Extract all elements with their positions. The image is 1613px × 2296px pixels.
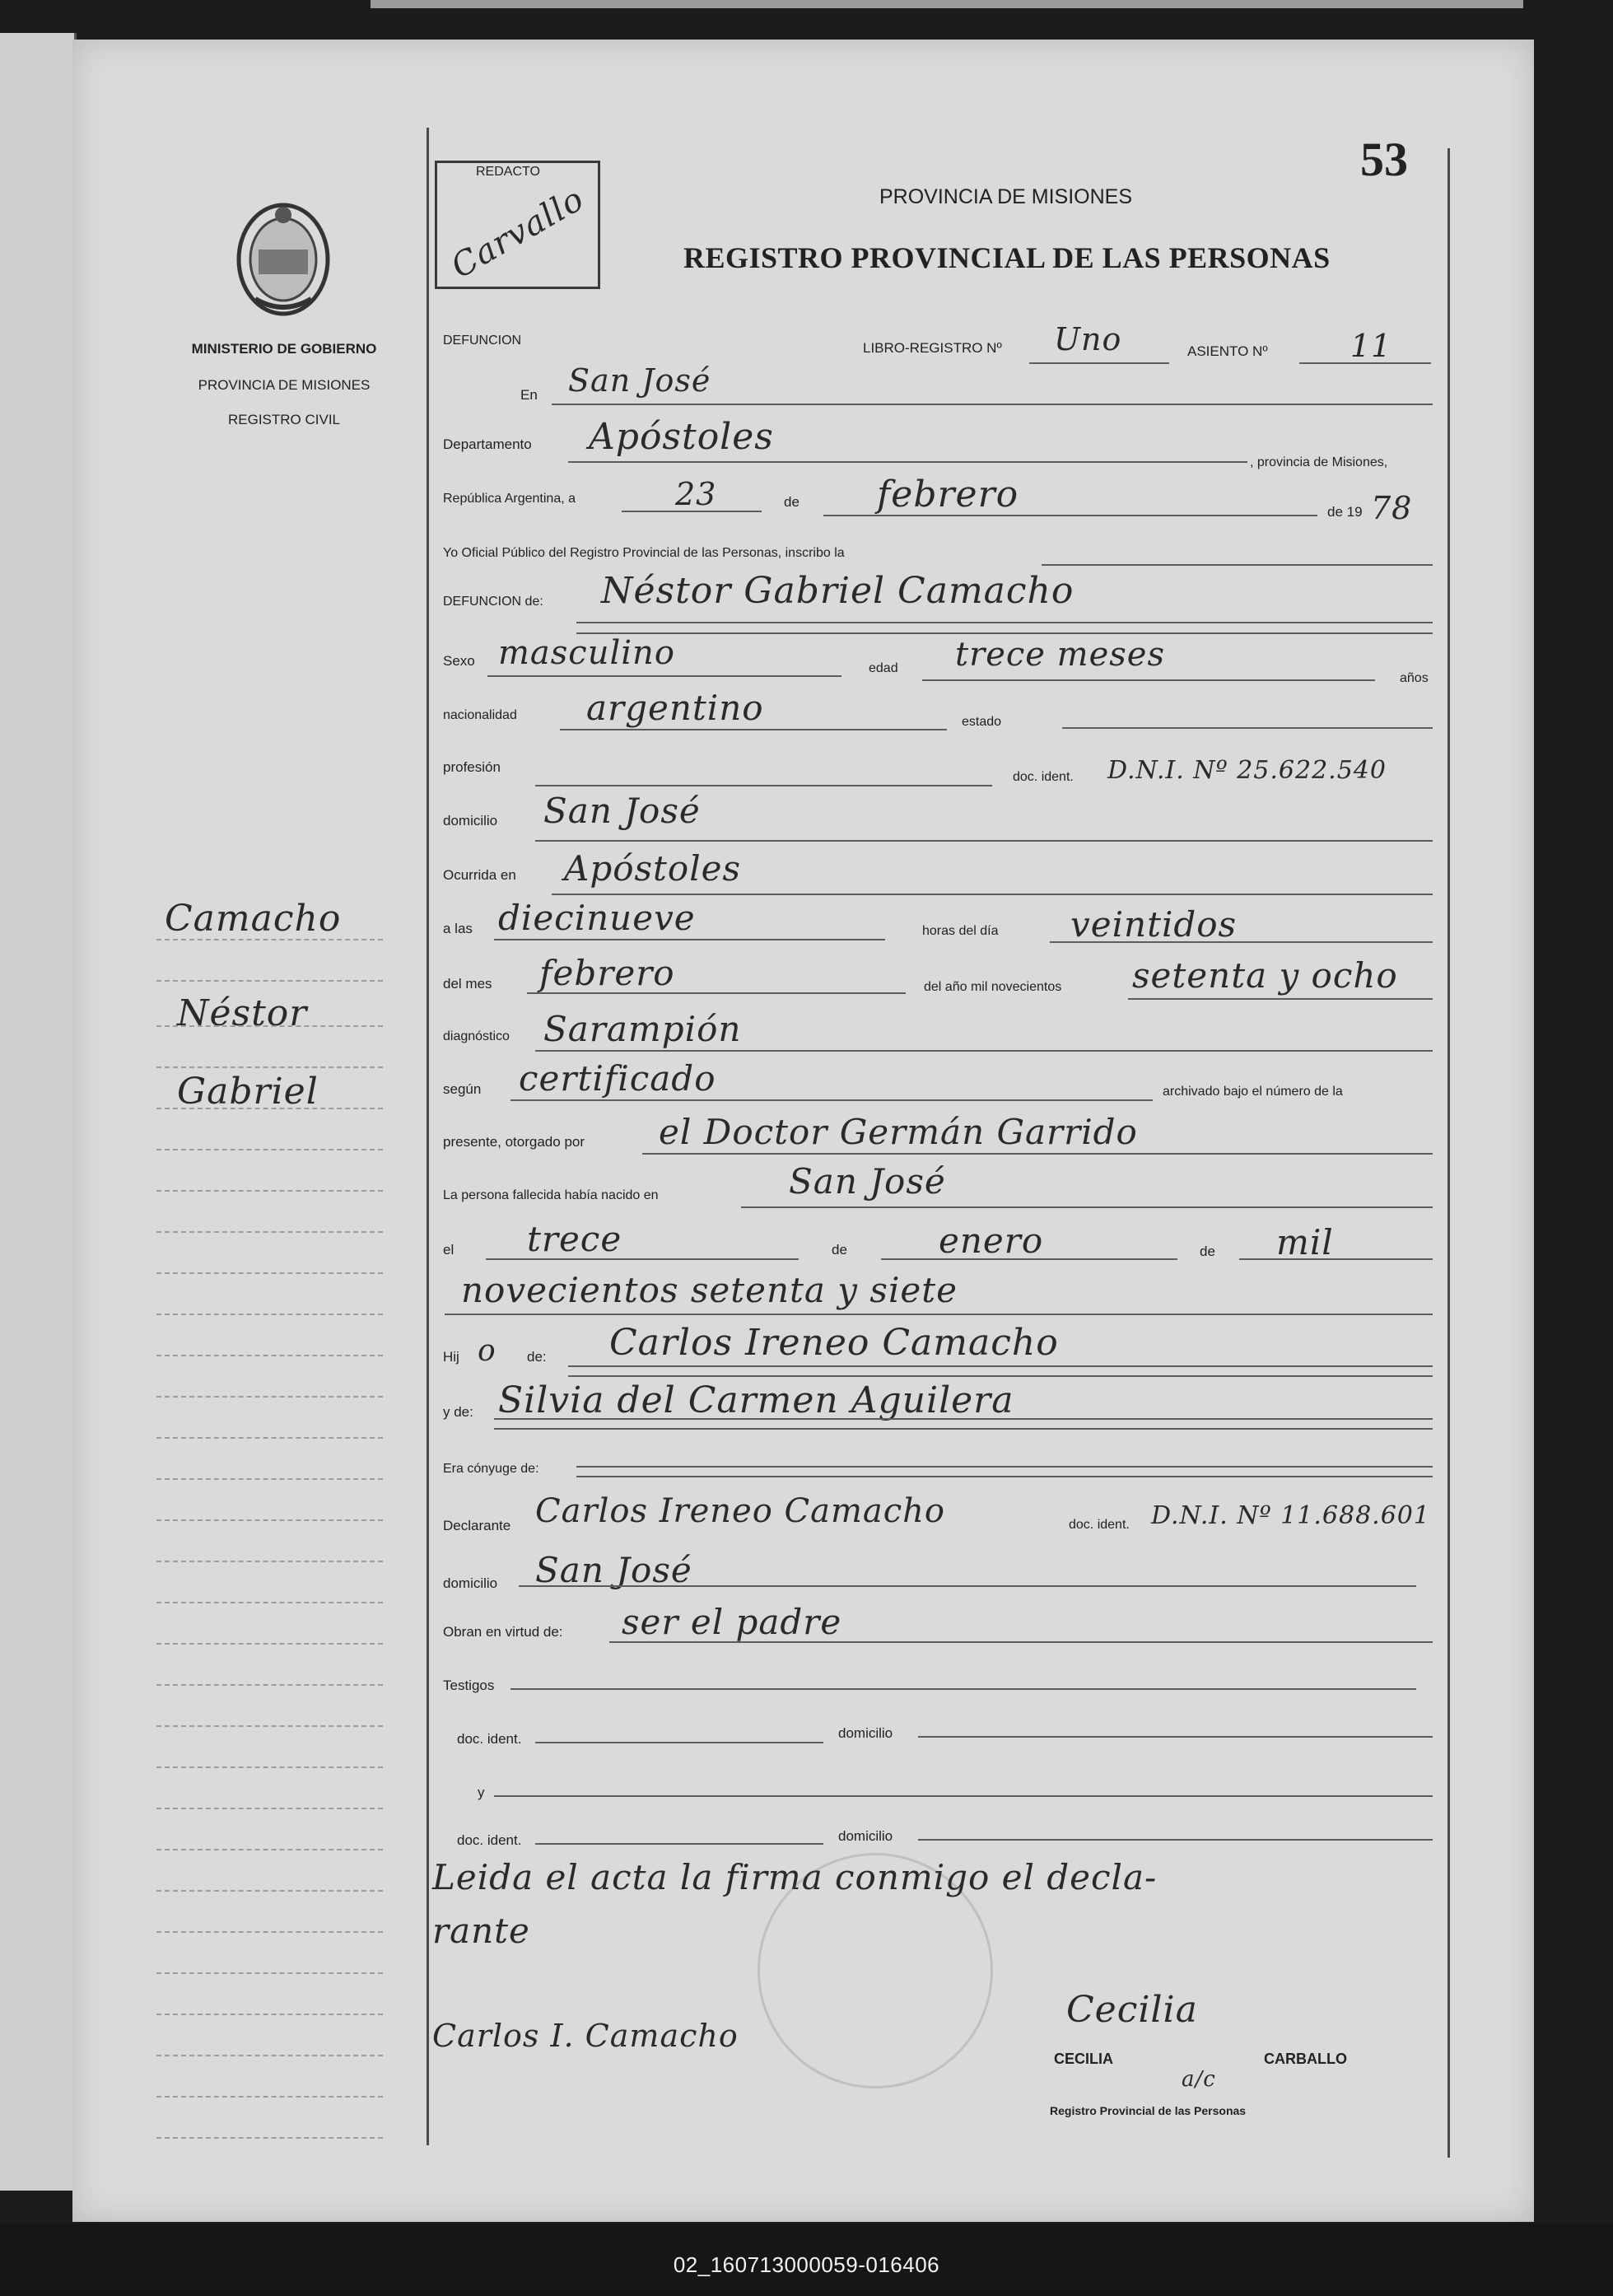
- mes-rule: [823, 515, 1317, 516]
- horas-rule: [1050, 941, 1433, 943]
- profesion-label: profesión: [443, 759, 501, 775]
- province-title: PROVINCIA DE MISIONES: [879, 185, 1133, 208]
- testigo1-doc-label: doc. ident.: [457, 1731, 522, 1747]
- redacto-label: REDACTO: [476, 165, 540, 179]
- ministry-line: MINISTERIO DE GOBIERNO: [191, 341, 377, 357]
- horas-label: horas del día: [922, 924, 999, 938]
- oficial-rule: [1042, 564, 1433, 566]
- domicilio-value: San José: [543, 791, 701, 831]
- form-right-border: [1448, 148, 1450, 2158]
- margin-rule: [156, 1684, 383, 1686]
- margin-rule: [156, 1725, 383, 1727]
- margin-first-name: Néstor: [177, 992, 308, 1034]
- ocurrida-label: Ocurrida en: [443, 867, 516, 883]
- margin-rule: [156, 1314, 383, 1315]
- province-line: PROVINCIA DE MISIONES: [198, 377, 371, 393]
- margin-surname: Camacho: [165, 898, 342, 940]
- sexo-label: Sexo: [443, 653, 475, 669]
- conyuge-rule: [576, 1466, 1433, 1468]
- margin-rule: [156, 939, 383, 940]
- facing-page-edge: [0, 33, 77, 2191]
- libro-rule: [1029, 362, 1169, 364]
- hijo-suffix: o: [478, 1334, 496, 1368]
- margin-rule: [156, 1931, 383, 1933]
- margin-rule: [156, 1808, 383, 1809]
- archivado-label: archivado bajo el número de la: [1163, 1085, 1343, 1099]
- diagnostico-label: diagnóstico: [443, 1029, 510, 1043]
- nacido-label: La persona fallecida había nacido en: [443, 1188, 659, 1202]
- deceased-rule-double: [576, 632, 1433, 634]
- mother-name: Silvia del Carmen Aguilera: [498, 1379, 1014, 1421]
- testigo1-doc-rule: [535, 1742, 823, 1743]
- birth-year-value: novecientos setenta y siete: [461, 1270, 958, 1310]
- declarante-label: Declarante: [443, 1518, 511, 1533]
- asiento-label: ASIENTO Nº: [1187, 343, 1268, 359]
- presente-value: el Doctor Germán Garrido: [659, 1112, 1138, 1152]
- registry-title: REGISTRO PROVINCIAL DE LAS PERSONAS: [683, 241, 1331, 274]
- estado-rule: [1062, 727, 1433, 729]
- oficial-label: Yo Oficial Público del Registro Provincial de las Personas, inscribo la: [443, 546, 845, 560]
- nacionalidad-rule: [560, 729, 947, 730]
- registro-footer: Registro Provincial de las Personas: [1050, 2104, 1247, 2117]
- oficial-signature: Cecilia: [1066, 1989, 1198, 2031]
- margin-rule: [156, 1561, 383, 1562]
- declarante-doc-value: D.N.I. Nº 11.688.601: [1151, 1501, 1430, 1530]
- testigos-rule: [510, 1688, 1416, 1690]
- departamento-value: Apóstoles: [589, 416, 774, 458]
- libro-value: Uno: [1054, 321, 1122, 357]
- birth-mil-rule: [1239, 1258, 1433, 1260]
- ocurrida-value: Apóstoles: [564, 848, 742, 889]
- diagnostico-rule: [535, 1050, 1433, 1052]
- edad-label: edad: [869, 661, 898, 675]
- margin-rule: [156, 1231, 383, 1233]
- nacionalidad-label: nacionalidad: [443, 708, 517, 722]
- del-mes-value: febrero: [539, 953, 675, 993]
- hijo-de-label: de:: [527, 1349, 547, 1365]
- defuncion-label: DEFUNCION: [443, 334, 522, 348]
- nacido-rule: [741, 1206, 1433, 1208]
- declarante-signature: Carlos I. Camacho: [432, 2018, 739, 2054]
- republica-label: República Argentina, a: [443, 492, 576, 506]
- mother-rule-double: [494, 1428, 1433, 1430]
- defuncion-de-label: DEFUNCION de:: [443, 595, 543, 609]
- a-las-value: diecinueve: [498, 898, 696, 938]
- year-value: 78: [1371, 490, 1413, 526]
- father-rule-double: [568, 1375, 1433, 1377]
- segun-rule: [510, 1099, 1153, 1101]
- a-las-rule: [494, 939, 885, 940]
- obran-value: ser el padre: [622, 1602, 842, 1642]
- testigo2-doc-label: doc. ident.: [457, 1832, 522, 1848]
- margin-rule: [156, 1355, 383, 1356]
- obran-rule: [609, 1641, 1433, 1643]
- declarante-domicilio-rule: [519, 1585, 1416, 1587]
- birth-de-label: de: [832, 1242, 847, 1258]
- del-mes-label: del mes: [443, 976, 492, 992]
- domicilio-rule: [535, 840, 1433, 842]
- margin-rule: [156, 1972, 383, 1974]
- birth-month-value: enero: [939, 1220, 1044, 1261]
- horas-value: veintidos: [1070, 904, 1238, 945]
- oficial-name: CECILIA: [1054, 2051, 1113, 2067]
- birth-mil-value: mil: [1276, 1222, 1334, 1262]
- top-book-edge: [371, 0, 1523, 8]
- declarante-domicilio-value: San José: [535, 1550, 692, 1590]
- margin-rule: [156, 1396, 383, 1398]
- year-prefix-label: de 19: [1327, 504, 1363, 520]
- sexo-value: masculino: [498, 634, 675, 672]
- libro-label: LIBRO-REGISTRO Nº: [863, 340, 1002, 356]
- margin-rule: [156, 2055, 383, 2056]
- page-number: 53: [1360, 133, 1408, 186]
- segun-label: según: [443, 1081, 482, 1097]
- presente-label: presente, otorgado por: [443, 1134, 585, 1150]
- margin-rule: [156, 1890, 383, 1892]
- birth-year-rule: [445, 1314, 1433, 1315]
- margin-rule: [156, 1066, 383, 1068]
- testigo1-domicilio-rule: [918, 1736, 1433, 1738]
- father-name: Carlos Ireneo Camacho: [609, 1322, 1059, 1364]
- margin-rule: [156, 1025, 383, 1027]
- margin-rule: [156, 1272, 383, 1274]
- departamento-rule: [568, 461, 1247, 463]
- conyuge-label: Era cónyuge de:: [443, 1462, 539, 1476]
- diagnostico-value: Sarampión: [543, 1009, 742, 1049]
- anos-label: años: [1400, 671, 1429, 685]
- image-caption: 02_160713000059-016406: [673, 2252, 940, 2277]
- coat-of-arms-emblem: [231, 200, 336, 320]
- declarante-value: Carlos Ireneo Camacho: [535, 1492, 945, 1530]
- edad-value: trece meses: [955, 636, 1165, 674]
- presente-rule: [642, 1153, 1433, 1155]
- margin-rule: [156, 1849, 383, 1850]
- testigo2-domicilio-label: domicilio: [838, 1828, 893, 1844]
- declarante-doc-label: doc. ident.: [1069, 1518, 1130, 1532]
- margin-second-name: Gabriel: [177, 1071, 319, 1113]
- el-label: el: [443, 1242, 455, 1258]
- doc-ident-value: D.N.I. Nº 25.622.540: [1107, 756, 1387, 785]
- margin-rule: [156, 1108, 383, 1109]
- a-las-label: a las: [443, 921, 473, 936]
- mother-rule: [494, 1418, 1433, 1420]
- doc-ident-label: doc. ident.: [1013, 770, 1074, 784]
- conyuge-rule-double: [576, 1476, 1433, 1477]
- margin-rule: [156, 1478, 383, 1480]
- testigo1-domicilio-label: domicilio: [838, 1725, 893, 1741]
- domicilio-label: domicilio: [443, 813, 498, 828]
- margin-rule: [156, 1149, 383, 1150]
- birth-day-rule: [486, 1258, 799, 1260]
- father-rule: [568, 1365, 1433, 1367]
- margin-rule: [156, 1519, 383, 1521]
- margin-rule: [156, 1437, 383, 1439]
- testigo2-doc-rule: [535, 1843, 823, 1845]
- mes-value: febrero: [877, 474, 1019, 516]
- edad-rule: [922, 679, 1375, 681]
- segun-value: certificado: [519, 1058, 716, 1099]
- ano-value: setenta y ocho: [1132, 955, 1398, 996]
- margin-rule: [156, 1643, 383, 1645]
- oficial-role: a/c: [1182, 2067, 1216, 2092]
- asiento-rule: [1299, 362, 1431, 364]
- closing-line-2: rante: [432, 1911, 530, 1951]
- sexo-rule: [487, 675, 841, 677]
- official-seal: [758, 1853, 993, 2088]
- oficial-surname: CARBALLO: [1264, 2051, 1347, 2067]
- testigo2-rule: [494, 1795, 1433, 1797]
- nacido-value: San José: [789, 1161, 946, 1202]
- deceased-rule: [576, 622, 1433, 623]
- en-rule: [552, 404, 1433, 405]
- obran-label: Obran en virtud de:: [443, 1624, 563, 1640]
- testigo2-domicilio-rule: [918, 1839, 1433, 1841]
- dia-value: 23: [675, 476, 717, 512]
- redacto-signature: Carvallo: [445, 180, 591, 287]
- testigo2-y-label: y: [478, 1785, 485, 1800]
- profesion-rule: [535, 785, 992, 786]
- declarante-domicilio-label: domicilio: [443, 1575, 498, 1591]
- margin-rule: [156, 1190, 383, 1192]
- deceased-name: Néstor Gabriel Camacho: [601, 570, 1075, 612]
- birth-day-value: trece: [527, 1219, 622, 1259]
- provincia-label: , provincia de Misiones,: [1250, 455, 1388, 469]
- margin-rule: [156, 2096, 383, 2098]
- birth-de-label-2: de: [1200, 1244, 1215, 1259]
- margin-rule: [156, 1602, 383, 1603]
- departamento-label: Departamento: [443, 436, 532, 452]
- testigos-label: Testigos: [443, 1678, 495, 1693]
- margin-rule: [156, 1766, 383, 1768]
- dia-rule: [622, 511, 762, 512]
- y-de-label: y de:: [443, 1404, 473, 1420]
- en-value: San José: [568, 362, 711, 399]
- margin-rule: [156, 2014, 383, 2015]
- ano-rule: [1128, 998, 1433, 1000]
- hijo-label: Hij: [443, 1349, 459, 1365]
- civil-registry-line: REGISTRO CIVIL: [227, 412, 341, 427]
- estado-label: estado: [962, 715, 1002, 729]
- ano-label: del año mil novecientos: [924, 980, 1062, 994]
- de-label: de: [784, 494, 800, 510]
- ocurrida-rule: [552, 894, 1433, 895]
- margin-rule: [156, 980, 383, 982]
- closing-line-1: Leida el acta la firma conmigo el decla-: [432, 1857, 1158, 1897]
- form-left-border: [427, 128, 429, 2145]
- en-label: En: [520, 387, 538, 403]
- birth-month-rule: [881, 1258, 1177, 1260]
- del-mes-rule: [527, 992, 906, 994]
- asiento-value: 11: [1350, 328, 1392, 364]
- nacionalidad-value: argentino: [586, 688, 764, 728]
- margin-rule: [156, 2137, 383, 2139]
